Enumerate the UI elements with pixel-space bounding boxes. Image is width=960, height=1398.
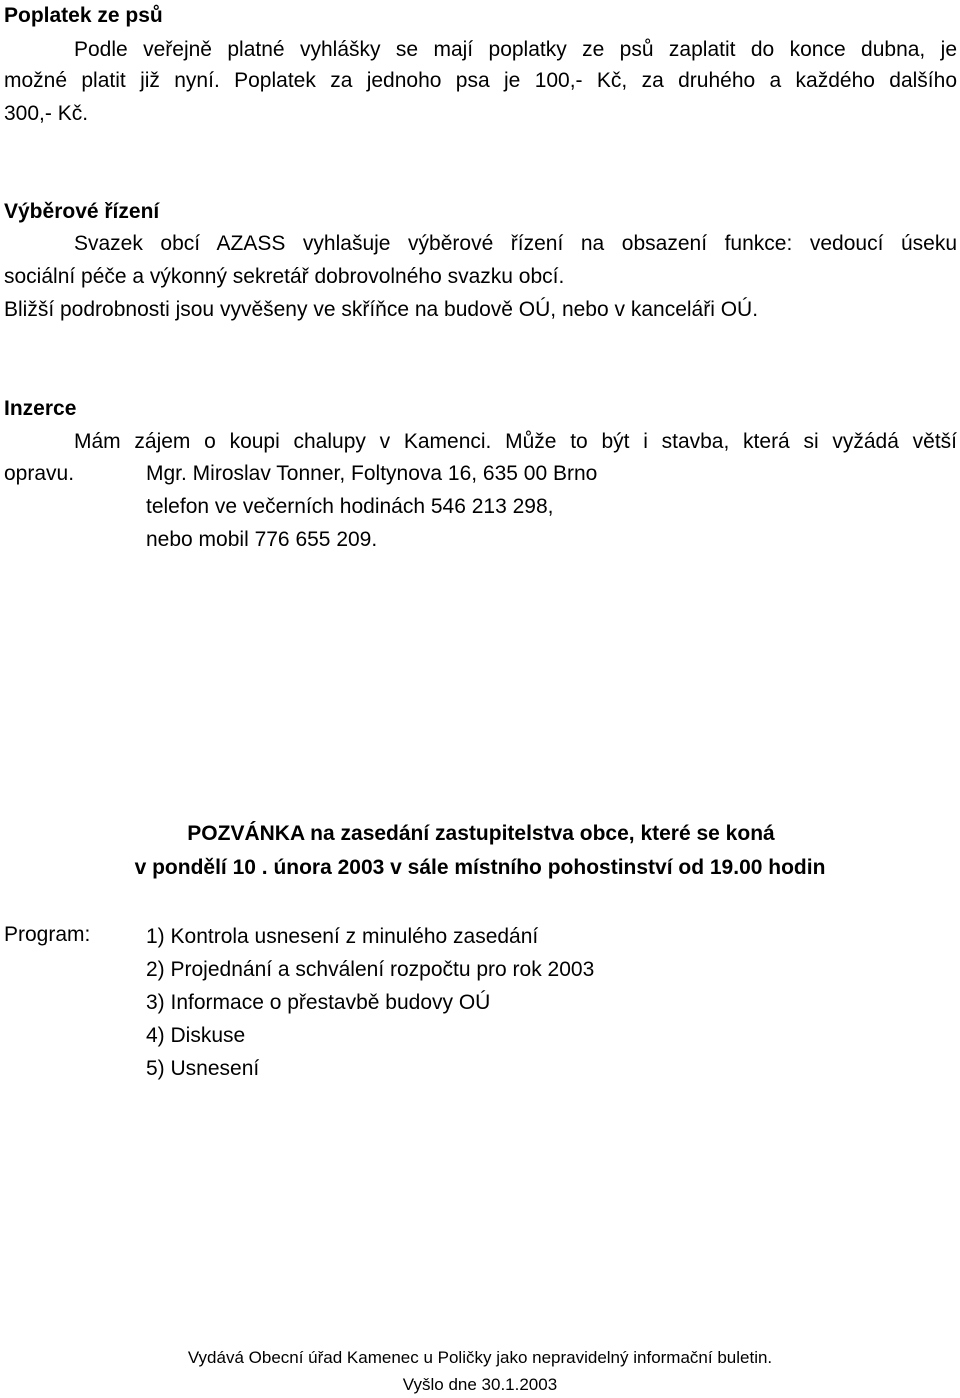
dog-fee-text-line-2: možné platit již nyní. Poplatek za jednoho psa je 100,- Kč, za druhého a každého dalšího bbox=[4, 69, 957, 92]
tender-text-line-3: Bližší podrobnosti jsou vyvěšeny ve skříňce na budově OÚ, nebo v kanceláři OÚ. bbox=[4, 298, 759, 321]
program-item: 1) Kontrola usnesení z minulého zasedání bbox=[146, 925, 539, 948]
tender-text-line-1: Svazek obcí AZASS vyhlašuje výběrové řízení na obsazení funkce: vedoucí úseku bbox=[74, 232, 957, 255]
invitation-line-1: POZVÁNKA na zasedání zastupitelstva obce, které se koná bbox=[187, 822, 775, 845]
dog-fee-text-line-1: Podle veřejně platné vyhlášky se mají poplatky ze psů zaplatit do konce dubna, je bbox=[74, 38, 957, 61]
program-list bbox=[146, 920, 594, 1085]
footer-publisher: Vydává Obecní úřad Kamenec u Poličky jako nepravidelný informační buletin. bbox=[187, 1348, 773, 1367]
dog-fee-heading: Poplatek ze psů bbox=[4, 4, 163, 27]
tender-text-line-2: sociální péče a výkonný sekretář dobrovolného svazku obcí. bbox=[4, 265, 565, 288]
ads-heading: Inzerce bbox=[4, 397, 77, 420]
program-label: Program: bbox=[4, 923, 91, 946]
program-item: 4) Diskuse bbox=[146, 1024, 246, 1047]
ads-contact-phone: telefon ve večerních hodinách 546 213 298, bbox=[146, 495, 554, 518]
footer-issued-date: Vyšlo dne 30.1.2003 bbox=[402, 1375, 558, 1394]
invitation-line-2: v pondělí 10 . února 2003 v sále místního pohostinství od 19.00 hodin bbox=[134, 856, 826, 879]
dog-fee-text-line-3: 300,- Kč. bbox=[4, 102, 89, 125]
ads-text-line-2-start: opravu. bbox=[4, 462, 75, 485]
program-item: 2) Projednání a schválení rozpočtu pro rok 2003 bbox=[146, 958, 595, 981]
ads-contact-mobile: nebo mobil 776 655 209. bbox=[146, 528, 378, 551]
ads-text-line-1: Mám zájem o koupi chalupy v Kamenci. Může to být i stavba, která si vyžádá větší bbox=[74, 430, 957, 453]
program-item: 5) Usnesení bbox=[146, 1057, 260, 1080]
ads-contact-name: Mgr. Miroslav Tonner, Foltynova 16, 635 00 Brno bbox=[146, 462, 598, 485]
program-item: 3) Informace o přestavbě budovy OÚ bbox=[146, 991, 491, 1014]
tender-heading: Výběrové řízení bbox=[4, 200, 160, 223]
